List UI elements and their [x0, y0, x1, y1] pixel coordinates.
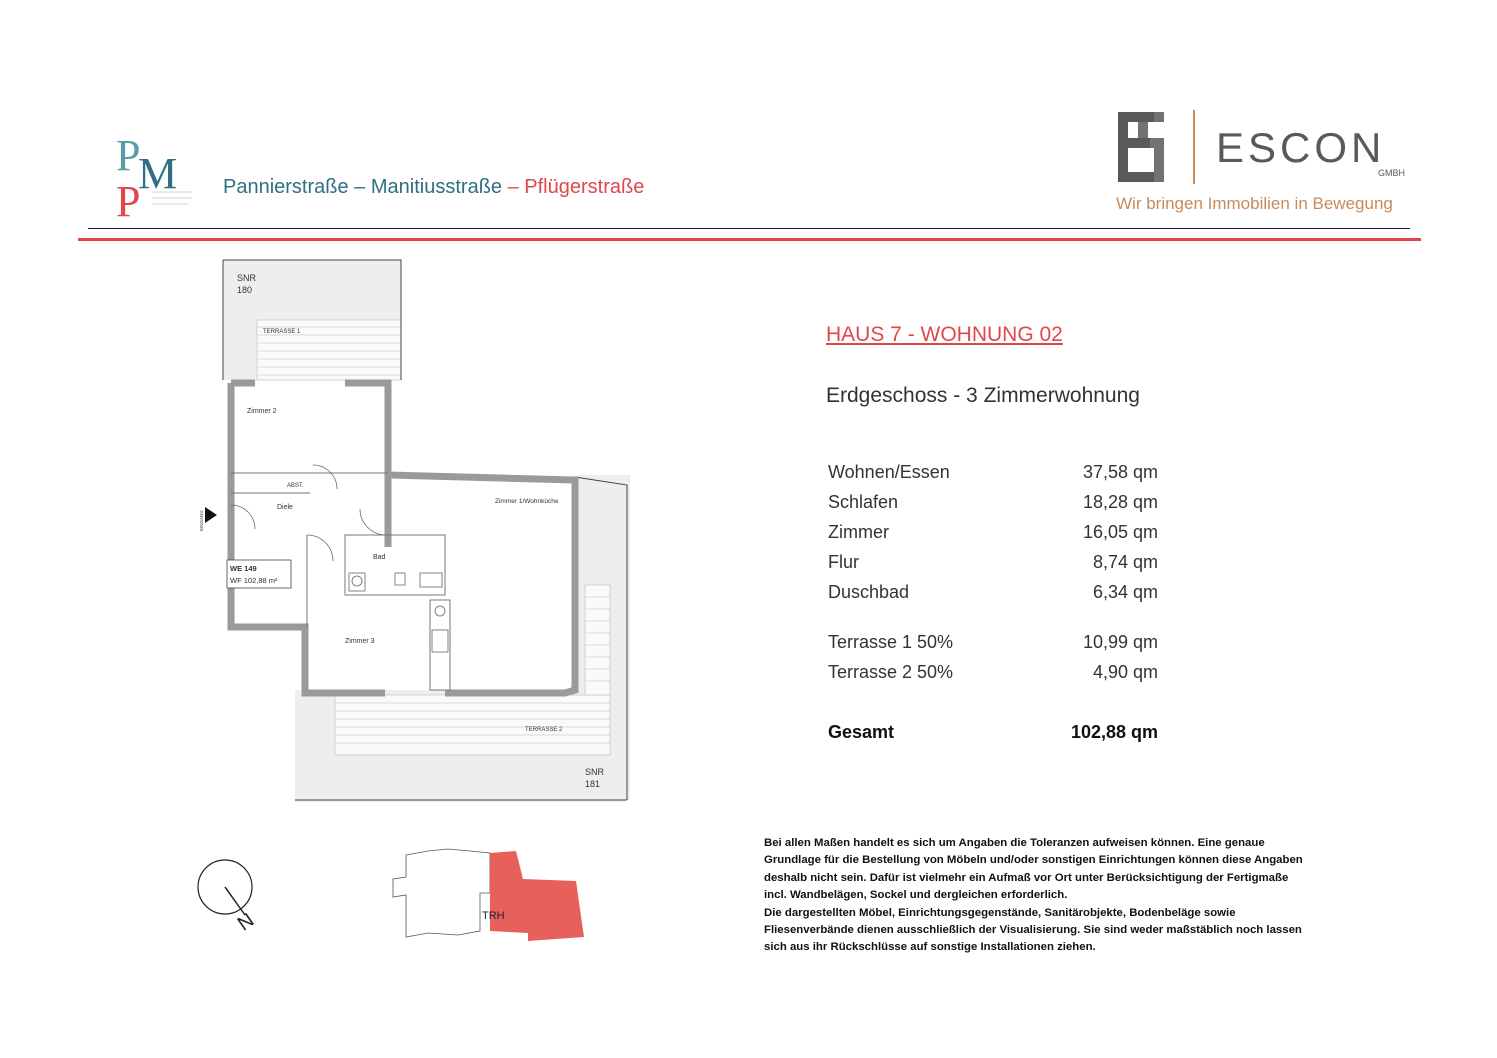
pmp-logo	[112, 128, 202, 220]
snr-bottom-label: SNR	[585, 767, 605, 777]
street-2: Manitiusstraße	[370, 176, 503, 198]
room-zimmer-2: Zimmer 2	[247, 408, 277, 415]
terrace-value: 10,99 qm	[1082, 632, 1158, 652]
brand-tagline: Wir bringen Immobilien in Bewegung	[1116, 194, 1393, 213]
area-label: Schlafen	[828, 492, 899, 512]
area-row	[828, 462, 1158, 486]
terrace-row	[828, 632, 1158, 656]
disclaimer	[764, 835, 1354, 957]
street-3: Pflügerstraße	[524, 176, 645, 198]
area-value: 8,74 qm	[1092, 552, 1158, 572]
street-separator: –	[348, 176, 371, 198]
area-row	[828, 522, 1158, 546]
unit-badge-id: WE 149	[230, 564, 257, 573]
disclaimer-line: incl. Wandbelägen, Sockel und dergleichen erforderlich.	[764, 889, 1068, 902]
area-row	[828, 492, 1158, 516]
total-row	[828, 722, 1158, 746]
area-value: 16,05 qm	[1082, 522, 1158, 542]
street-1: Pannierstraße	[223, 176, 349, 198]
area-value: 6,34 qm	[1092, 582, 1158, 602]
area-value: 18,28 qm	[1082, 492, 1158, 512]
terrace-label: Terrasse 1 50%	[828, 632, 954, 652]
header-divider	[88, 228, 1410, 229]
compass-north-label: N	[233, 909, 259, 935]
area-row	[828, 552, 1158, 576]
disclaimer-line: Bei allen Maßen handelt es sich um Angaben die Toleranzen aufweisen können. Eine genaue	[764, 837, 1265, 849]
svg-text:M: M	[138, 149, 178, 198]
floor-plan	[195, 255, 640, 805]
terrace-1-label: TERRASSE 1	[263, 329, 301, 335]
street-names	[223, 176, 644, 199]
area-label: Flur	[828, 552, 859, 572]
total-value: 102,88 qm	[1070, 722, 1158, 742]
street-separator: –	[502, 176, 525, 198]
svg-text:P: P	[116, 177, 141, 220]
snr-top-label: SNR	[237, 273, 257, 283]
disclaimer-line: deshalb nicht sein. Dafür ist vielmehr ein Aufmaß vor Ort unter Berücksichtigung der Fertigmaße	[764, 871, 1289, 884]
sitemap-label: TRH	[482, 910, 505, 922]
area-value: 37,58 qm	[1082, 462, 1158, 482]
area-label: Zimmer	[828, 522, 889, 542]
disclaimer-line: sich aus ihr Rückschlüsse auf sonstige Installationen ziehen.	[764, 941, 1096, 954]
terrace-2-label: TERRASSE 2	[525, 727, 563, 733]
room-wohnkueche: Zimmer 1/Wohnküche	[495, 498, 559, 505]
escon-logo-mark	[1114, 108, 1168, 186]
unit-subtitle: Erdgeschoss - 3 Zimmerwohnung	[826, 384, 1140, 407]
area-row	[828, 582, 1158, 606]
entrance-label: EINGANG	[199, 510, 204, 531]
unit-badge-area: WF 102,88 m²	[230, 576, 278, 585]
terrace-label: Terrasse 2 50%	[828, 662, 954, 682]
area-label: Duschbad	[828, 582, 910, 602]
room-abst: ABST.	[287, 483, 304, 489]
brand-divider	[1193, 110, 1195, 184]
brand-name: ESCON	[1216, 124, 1386, 171]
disclaimer-line: Fliesenverbände dienen ausschließlich der Visualisierung. Sie sind weder maßstäblich noch lassen	[764, 924, 1302, 937]
north-compass-icon	[195, 855, 265, 935]
site-map	[388, 845, 588, 945]
room-bad: Bad	[373, 554, 386, 561]
snr-top-number: 180	[237, 285, 253, 295]
terrace-row	[828, 662, 1158, 686]
room-diele: Diele	[277, 504, 293, 511]
room-zimmer-3: Zimmer 3	[345, 638, 375, 645]
disclaimer-line: Grundlage für die Bestellung von Möbeln und/oder sonstigen Einrichtungen können diese Angaben	[764, 854, 1303, 867]
highlighted-house	[490, 851, 584, 941]
header-accent-line	[78, 238, 1421, 241]
brand-suffix: GMBH	[1378, 168, 1405, 178]
unit-title: HAUS 7 - WOHNUNG 02	[826, 323, 1063, 346]
area-label: Wohnen/Essen	[828, 462, 950, 482]
snr-bottom-number: 181	[585, 779, 601, 789]
total-label: Gesamt	[828, 722, 895, 742]
disclaimer-line: Die dargestellten Möbel, Einrichtungsgegenstände, Sanitärobjekte, Bodenbeläge sowie	[764, 906, 1236, 919]
terrace-value: 4,90 qm	[1092, 662, 1158, 682]
svg-text:P: P	[116, 131, 141, 180]
